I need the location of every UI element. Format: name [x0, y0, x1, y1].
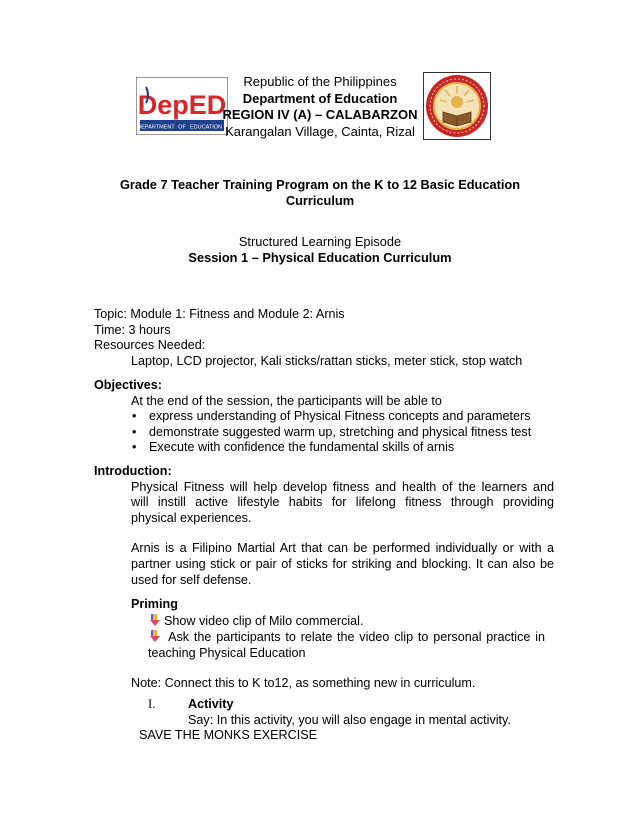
priming-item-2 — [131, 629, 545, 661]
resources-list: Laptop, LCD projector, Kali sticks/rattan sticks, meter stick, stop watch — [131, 353, 523, 368]
header-location: Karangalan Village, Cainta, Rizal — [225, 123, 415, 139]
intro-p1-line-3: physical experiences. — [131, 510, 252, 525]
list-item: • express understanding of Physical Fitness concepts and parameters — [131, 409, 554, 425]
intro-p2-line-2: partner using stick or pair of sticks for striking and blocking. It can also be — [131, 556, 554, 571]
header-department: Department of Education — [242, 90, 398, 106]
down-arrow-icon — [148, 613, 162, 627]
intro-p2-line-1: Arnis is a Filipino Martial Art that can be performed individually or with a — [131, 541, 554, 556]
session-title: Session 1 – Physical Education Curriculum — [188, 250, 452, 265]
logo-subtext-left: DEPARTMENT — [137, 124, 175, 131]
resources-label: Resources Needed: — [94, 338, 206, 353]
priming-heading: Priming — [131, 597, 178, 611]
priming-section — [131, 597, 545, 692]
logo-subtext-mid: OF — [178, 124, 186, 131]
title-line-1: Grade 7 Teacher Training Program on the K to 12 Basic Education — [119, 177, 521, 192]
seal-icon — [423, 72, 491, 140]
title-line-2: Curriculum — [285, 193, 355, 208]
list-item: • Execute with confidence the fundamental skills of arnis — [131, 440, 554, 456]
objectives-section — [94, 378, 554, 456]
priming-item-2-line-1 — [148, 629, 545, 646]
list-item: • demonstrate suggested warm up, stretching and physical fitness test — [131, 425, 554, 441]
logo-subtext-right: EDUCATION — [190, 124, 222, 131]
priming-item-2-line-2: teaching Physical Education — [148, 645, 306, 660]
introduction-heading: Introduction: — [94, 464, 172, 478]
region-seal-logo — [423, 72, 491, 140]
objectives-list — [94, 409, 554, 456]
introduction-section — [94, 464, 554, 588]
priming-item-2-text: Ask the participants to relate the video clip to personal practice in — [164, 630, 545, 645]
intro-paragraph-1 — [94, 480, 554, 527]
document-title — [95, 177, 545, 209]
intro-paragraph-2 — [94, 541, 554, 588]
activity-section — [139, 697, 548, 744]
header-republic: Republic of the Philippines — [243, 74, 397, 89]
priming-item-1 — [131, 613, 545, 630]
time-line: Time: 3 hours — [94, 322, 171, 337]
deped-logo — [136, 77, 228, 135]
activity-numeral: I. — [148, 697, 156, 711]
activity-heading-row — [148, 697, 548, 713]
logo-wordmark: DepED — [137, 90, 227, 120]
topic-line: Topic: Module 1: Fitness and Module 2: Arnis — [94, 307, 345, 321]
episode-type: Structured Learning Episode — [238, 234, 402, 249]
priming-item-1-text: Show video clip of Milo commercial. — [164, 613, 364, 628]
activity-say: Say: In this activity, you will also engage in mental activity. — [188, 712, 511, 727]
intro-p2-line-3: used for self defense. — [131, 572, 252, 587]
header-region: REGION IV (A) – CALABARZON — [222, 107, 418, 122]
activity-heading: Activity — [188, 697, 234, 711]
header-address — [222, 74, 418, 140]
intro-p1-line-2: will instill active lifestyle habits for lifelong fitness through providing — [131, 495, 554, 510]
intro-p1-line-1: Physical Fitness will help develop fitness and health of the learners and — [131, 479, 554, 494]
activity-exercise-title: SAVE THE MONKS EXERCISE — [139, 728, 317, 743]
down-arrow-icon — [148, 629, 162, 643]
deped-logo-graphic — [136, 77, 228, 135]
objectives-intro: At the end of the session, the participants will be able to — [131, 393, 442, 408]
priming-note: Note: Connect this to K to12, as something new in curriculum. — [131, 676, 476, 691]
objectives-heading: Objectives: — [94, 378, 162, 392]
session-details — [94, 307, 554, 369]
episode-heading — [95, 234, 545, 266]
